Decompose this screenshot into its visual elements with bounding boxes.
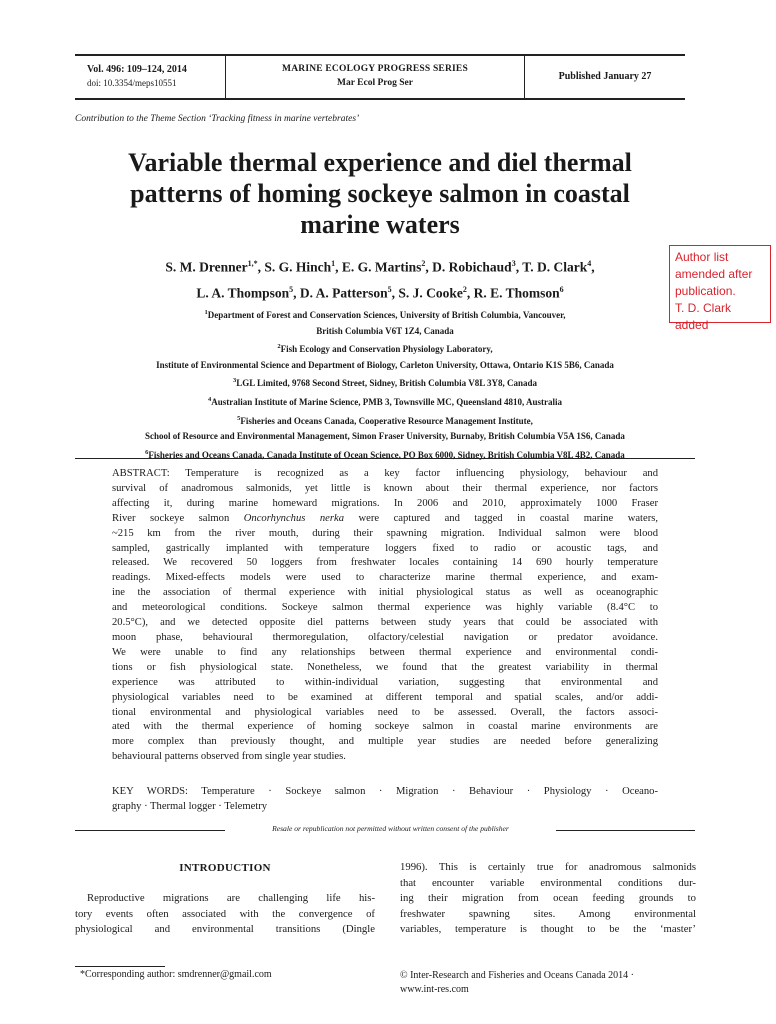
author-sup: 2 xyxy=(462,284,467,294)
copyright-line: © Inter-Research and Fisheries and Oceans Canada 2014 · xyxy=(400,970,634,981)
affiliation-text: Fish Ecology and Conservation Physiology Laboratory, xyxy=(280,344,493,355)
affiliation-text: Department of Forest and Conservation Sciences, University of British Columbia, Vancouver, xyxy=(207,310,566,320)
abstract-line: We were unable to find any relationships between thermal experience and environmental condi- xyxy=(112,646,658,658)
affiliation-sup: 4 xyxy=(207,395,212,403)
note-line: amended after xyxy=(675,267,753,281)
author-name: E. G. Martins xyxy=(341,259,422,275)
body-line: Reproductive migrations are challenging life his- xyxy=(87,892,375,904)
affiliation-line: School of Resource and Environmental Management, Simon Fraser University, Burnaby, British Columbia V5A 1S6, Canada xyxy=(145,431,625,442)
abstract-line: more complex than previously thought, and multiple year studies are needed before generalizing xyxy=(112,736,658,748)
volume-text: Vol. 496: 109–124, 2014 xyxy=(87,64,187,75)
affiliation-sup: 3 xyxy=(233,377,237,385)
abstract-line: readings. Mixed-effects models were used to characterize marine thermal experience, and exam- xyxy=(112,572,658,584)
abstract-line: moon phase, behavioural thermoregulation, olfactory/celestial navigation or predator avoidance. xyxy=(112,631,658,643)
note-line: Author list xyxy=(675,250,729,264)
footnote-rule xyxy=(75,966,165,967)
affiliation-line xyxy=(75,445,695,464)
author-sup: 4 xyxy=(587,259,592,268)
resale-rule-left xyxy=(75,830,225,831)
theme-contribution: Contribution to the Theme Section ‘Tracking fitness in marine vertebrates’ xyxy=(75,114,360,124)
corresponding-author: *Corresponding author: smdrenner@gmail.com xyxy=(80,969,272,980)
title-line: patterns of homing sockeye salmon in coastal xyxy=(130,179,630,208)
note-line: T. D. Clark added xyxy=(675,301,732,332)
body-line: ing their migration from ocean feeding grounds to xyxy=(400,892,696,904)
affiliation-sup: 1 xyxy=(204,309,208,316)
affiliation-text: Fisheries and Oceans Canada, Cooperative Resource Management Institute, xyxy=(240,415,533,426)
author-name: S. M. Drenner xyxy=(165,259,248,275)
abstract-line: ine the association of thermal experience with initial physiological status as well as oceanographic xyxy=(112,587,658,599)
title-line: marine waters xyxy=(300,210,460,239)
author-list xyxy=(75,253,685,304)
journal-name: MARINE ECOLOGY PROGRESS SERIES xyxy=(282,64,468,74)
abstract-line: physiological variables need to be examined at different temporal and spatial scales, and/or addi- xyxy=(112,691,658,703)
affiliation-sup: 2 xyxy=(277,343,281,351)
journal-cell xyxy=(225,56,525,98)
paper-title xyxy=(75,147,685,240)
keywords-line: KEY WORDS: Temperature · Sockeye salmon · Migration · Behaviour · Physiology · Oceano- xyxy=(112,786,658,797)
author-line: S. M. Drenner$^{1,*}$, S. G. Hinch$^1$, E. G. Martins$^2$, D. Robichaud$^3$, T. D. Clark$^4$, xyxy=(165,259,595,275)
key-words xyxy=(112,785,658,815)
author-name: D. A. Patterson xyxy=(299,285,388,300)
published-date: Published January 27 xyxy=(558,71,652,82)
note-line: publication. xyxy=(675,284,736,298)
publisher-url: www.int-res.com xyxy=(400,984,469,995)
author-line: L. A. Thompson$^5$, D. A. Patterson$^5$, S. J. Cooke$^2$, R. E. Thomson$^6$ xyxy=(196,284,564,300)
abstract-line: experience was attributed to within-individual variation, suggesting that environmental and xyxy=(112,676,658,688)
abstract-line: River sockeye salmon Oncorhynchus nerka were captured and tagged in coastal marine waters, xyxy=(112,512,658,524)
author-sup: 5 xyxy=(289,284,294,294)
affiliation-text: LGL Limited, 9768 Second Street, Sidney, British Columbia V8L 3Y8, Canada xyxy=(236,378,537,389)
abstract-line: released. We recovered 50 loggers from freshwater locales containing 14 690 hourly temperature xyxy=(112,557,658,569)
doi-text: doi: 10.3354/meps10551 xyxy=(87,78,177,88)
author-name: S. G. Hinch xyxy=(264,259,332,275)
abstract-line: tional environmental and physiological variables need to be assessed. Overall, the factors associ- xyxy=(112,706,658,718)
body-line: 1996). This is certainly true for anadromous salmonids xyxy=(400,861,696,873)
abstract-line: ABSTRACT: Temperature is recognized as a key factor influencing physiology, behaviour and xyxy=(112,468,658,479)
abstract-line: ated with the thermal experience of homing sockeye salmon in coastal marine environments are xyxy=(112,721,658,733)
abstract-line: behavioural patterns observed from single year studies. xyxy=(112,751,346,763)
title-line: Variable thermal experience and diel thermal xyxy=(128,148,632,177)
author-name: S. J. Cooke xyxy=(398,285,463,300)
affiliation-line xyxy=(75,373,695,392)
author-name: D. Robichaud xyxy=(432,259,512,275)
abstract xyxy=(112,467,658,765)
abstract-line: and meteorological conditions. Sockeye salmon thermal experience was highly variable (8.4°C to xyxy=(112,602,658,614)
affiliation-line: Institute of Environmental Science and Department of Biology, Carleton University, Ottawa, Ontario K1S 5B6, Canada xyxy=(156,359,614,370)
author-name: R. E. Thomson xyxy=(473,285,560,300)
introduction-heading: INTRODUCTION xyxy=(179,862,271,874)
author-sup: 6 xyxy=(559,284,564,294)
abstract-line: sampled, gastrically implanted with temperature loggers fixed to radio or acoustic tags, and xyxy=(112,542,658,554)
author-name: L. A. Thompson xyxy=(196,285,290,300)
affiliation-line xyxy=(75,339,695,358)
body-line: freshwater spawning sites. Among environmental xyxy=(400,907,696,920)
affiliation-line xyxy=(75,411,695,430)
body-line: that encounter variable environmental conditions dur- xyxy=(400,876,696,889)
intro-right-column xyxy=(400,860,696,938)
copyright xyxy=(400,969,634,997)
abstract-line: tions or fish physiological state. Nonetheless, we found that the greatest variability in thermal xyxy=(112,661,658,673)
affiliation-line: British Columbia V6T 1Z4, Canada xyxy=(316,325,454,336)
affiliation-line xyxy=(75,305,695,324)
published-cell xyxy=(525,56,685,98)
author-sup: 2 xyxy=(421,259,426,268)
keywords-line: graphy · Thermal logger · Telemetry xyxy=(112,800,268,812)
abstract-line: affecting it, during marine homeward migrations. In 2006 and 2010, approximately 1000 Fraser xyxy=(112,497,658,509)
author-sup: 1,* xyxy=(247,259,258,268)
body-line: tory events often associated with the convergence of xyxy=(75,907,375,920)
species-name: Oncorhynchus nerka xyxy=(243,512,344,524)
affiliation-sup: 6 xyxy=(145,448,149,456)
affiliation-text: Fisheries and Oceans Canada, Canada Institute of Ocean Science, PO Box 6000, Sidney, British Columbia V8L 4B2, Canada xyxy=(148,449,625,460)
affiliation-text: Australian Institute of Marine Science, PMB 3, Townsville MC, Queensland 4810, Australia xyxy=(211,396,562,407)
affiliation-line xyxy=(75,392,695,411)
volume-cell xyxy=(75,56,225,98)
abstract-rule xyxy=(75,458,695,459)
affiliation-sup: 5 xyxy=(237,414,241,422)
intro-left-column xyxy=(75,891,375,938)
author-sup: 1 xyxy=(331,259,336,268)
body-line: physiological and environmental transitions (Dingle xyxy=(75,923,375,935)
abstract-line: survival of anadromous salmonids, yet little is known about their thermal experience, nor factors xyxy=(112,482,658,494)
body-line: variables, temperature is thought to be the ‘master’ xyxy=(400,923,696,935)
resale-rule-right xyxy=(556,830,695,831)
resale-notice: Resale or republication not permitted without written consent of the publisher xyxy=(272,824,509,833)
abstract-line: ~215 km from the river mouth, during their spawning migration. Individual salmon were blood xyxy=(112,527,658,539)
abstract-line: 20.5°C), and we detected opposite diel patterns between study years that could be associated with xyxy=(112,617,658,629)
author-sup: 3 xyxy=(511,259,516,268)
author-sup: 5 xyxy=(387,284,392,294)
author-name: T. D. Clark xyxy=(522,259,588,275)
journal-abbrev: Mar Ecol Prog Ser xyxy=(337,78,413,88)
affiliations xyxy=(75,305,695,463)
journal-header xyxy=(75,54,685,100)
